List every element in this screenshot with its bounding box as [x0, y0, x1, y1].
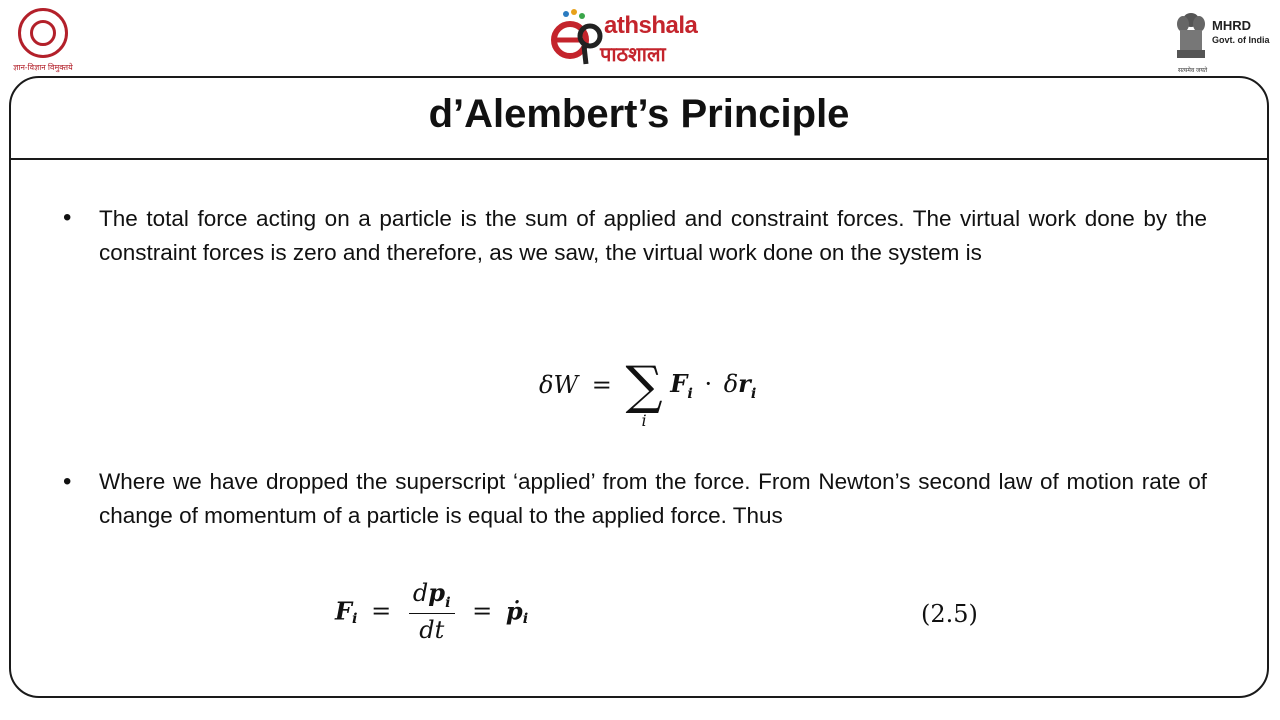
emblem-motto: सत्यमेव जयते — [1178, 68, 1208, 74]
ugc-emblem-icon — [18, 8, 68, 58]
equation-virtual-work — [539, 350, 757, 430]
equation-number: (2.5) — [921, 600, 978, 628]
equation-newton-second-law — [335, 578, 528, 644]
eq2-fraction — [409, 578, 455, 644]
eq1-sum-index: i — [641, 411, 647, 430]
bullet-icon: • — [63, 204, 72, 231]
epathshala-logo-hindi-text: पाठशाला — [600, 42, 666, 66]
national-emblem-icon — [1174, 10, 1208, 66]
eq2-force: F — [335, 596, 353, 626]
eq1-r: r — [738, 368, 751, 398]
ugc-logo-caption: ज्ञान-विज्ञान विमुक्तये — [13, 63, 73, 72]
eq1-r-subscript: i — [750, 384, 757, 402]
eq1-delta: δ — [723, 369, 739, 398]
epathshala-logo-text: athshala — [604, 12, 698, 39]
slide-frame — [9, 76, 1269, 698]
paragraph-1: The total force acting on a particle is the sum of applied and constraint forces. The virtual work done by the constraint forces is zero and therefore, as we saw, the virtual work done on the system is — [99, 206, 1207, 265]
eq2-force-subscript: i — [352, 610, 358, 628]
eq2-pdot-subscript: i — [522, 610, 529, 628]
eq2-equals: = — [371, 596, 392, 625]
eq1-dot: · — [704, 369, 713, 398]
eq2-numerator-d: d — [412, 579, 429, 607]
paragraph-2: Where we have dropped the superscript ‘applied’ from the force. From Newton’s second law of motion rate of change of momentum of a particle is equal to the applied force. Thus — [99, 469, 1207, 528]
slide-title: d’Alembert’s Principle — [428, 92, 850, 136]
eq2-denominator: dt — [419, 615, 445, 644]
eq1-lhs: δW — [539, 371, 579, 399]
epathshala-e-icon — [546, 6, 606, 68]
bullet-icon: • — [63, 468, 72, 495]
mhrd-subtitle: Govt. of India — [1212, 35, 1270, 45]
eq1-equals: = — [591, 371, 612, 399]
eq2-numerator-subscript: i — [445, 593, 451, 611]
mhrd-title: MHRD — [1212, 18, 1251, 33]
eq1-summation-symbol: ∑ — [625, 356, 663, 416]
eq2-pdot: ṗ — [505, 596, 523, 626]
eq1-force-subscript: i — [687, 384, 693, 402]
eq2-equals-2: = — [472, 596, 493, 625]
mhrd-logo — [1170, 8, 1280, 74]
eq2-numerator-p: p — [428, 578, 446, 607]
epathshala-logo — [546, 6, 736, 68]
title-bar — [11, 78, 1267, 160]
ugc-logo — [10, 6, 76, 76]
eq1-force: F — [670, 368, 688, 398]
